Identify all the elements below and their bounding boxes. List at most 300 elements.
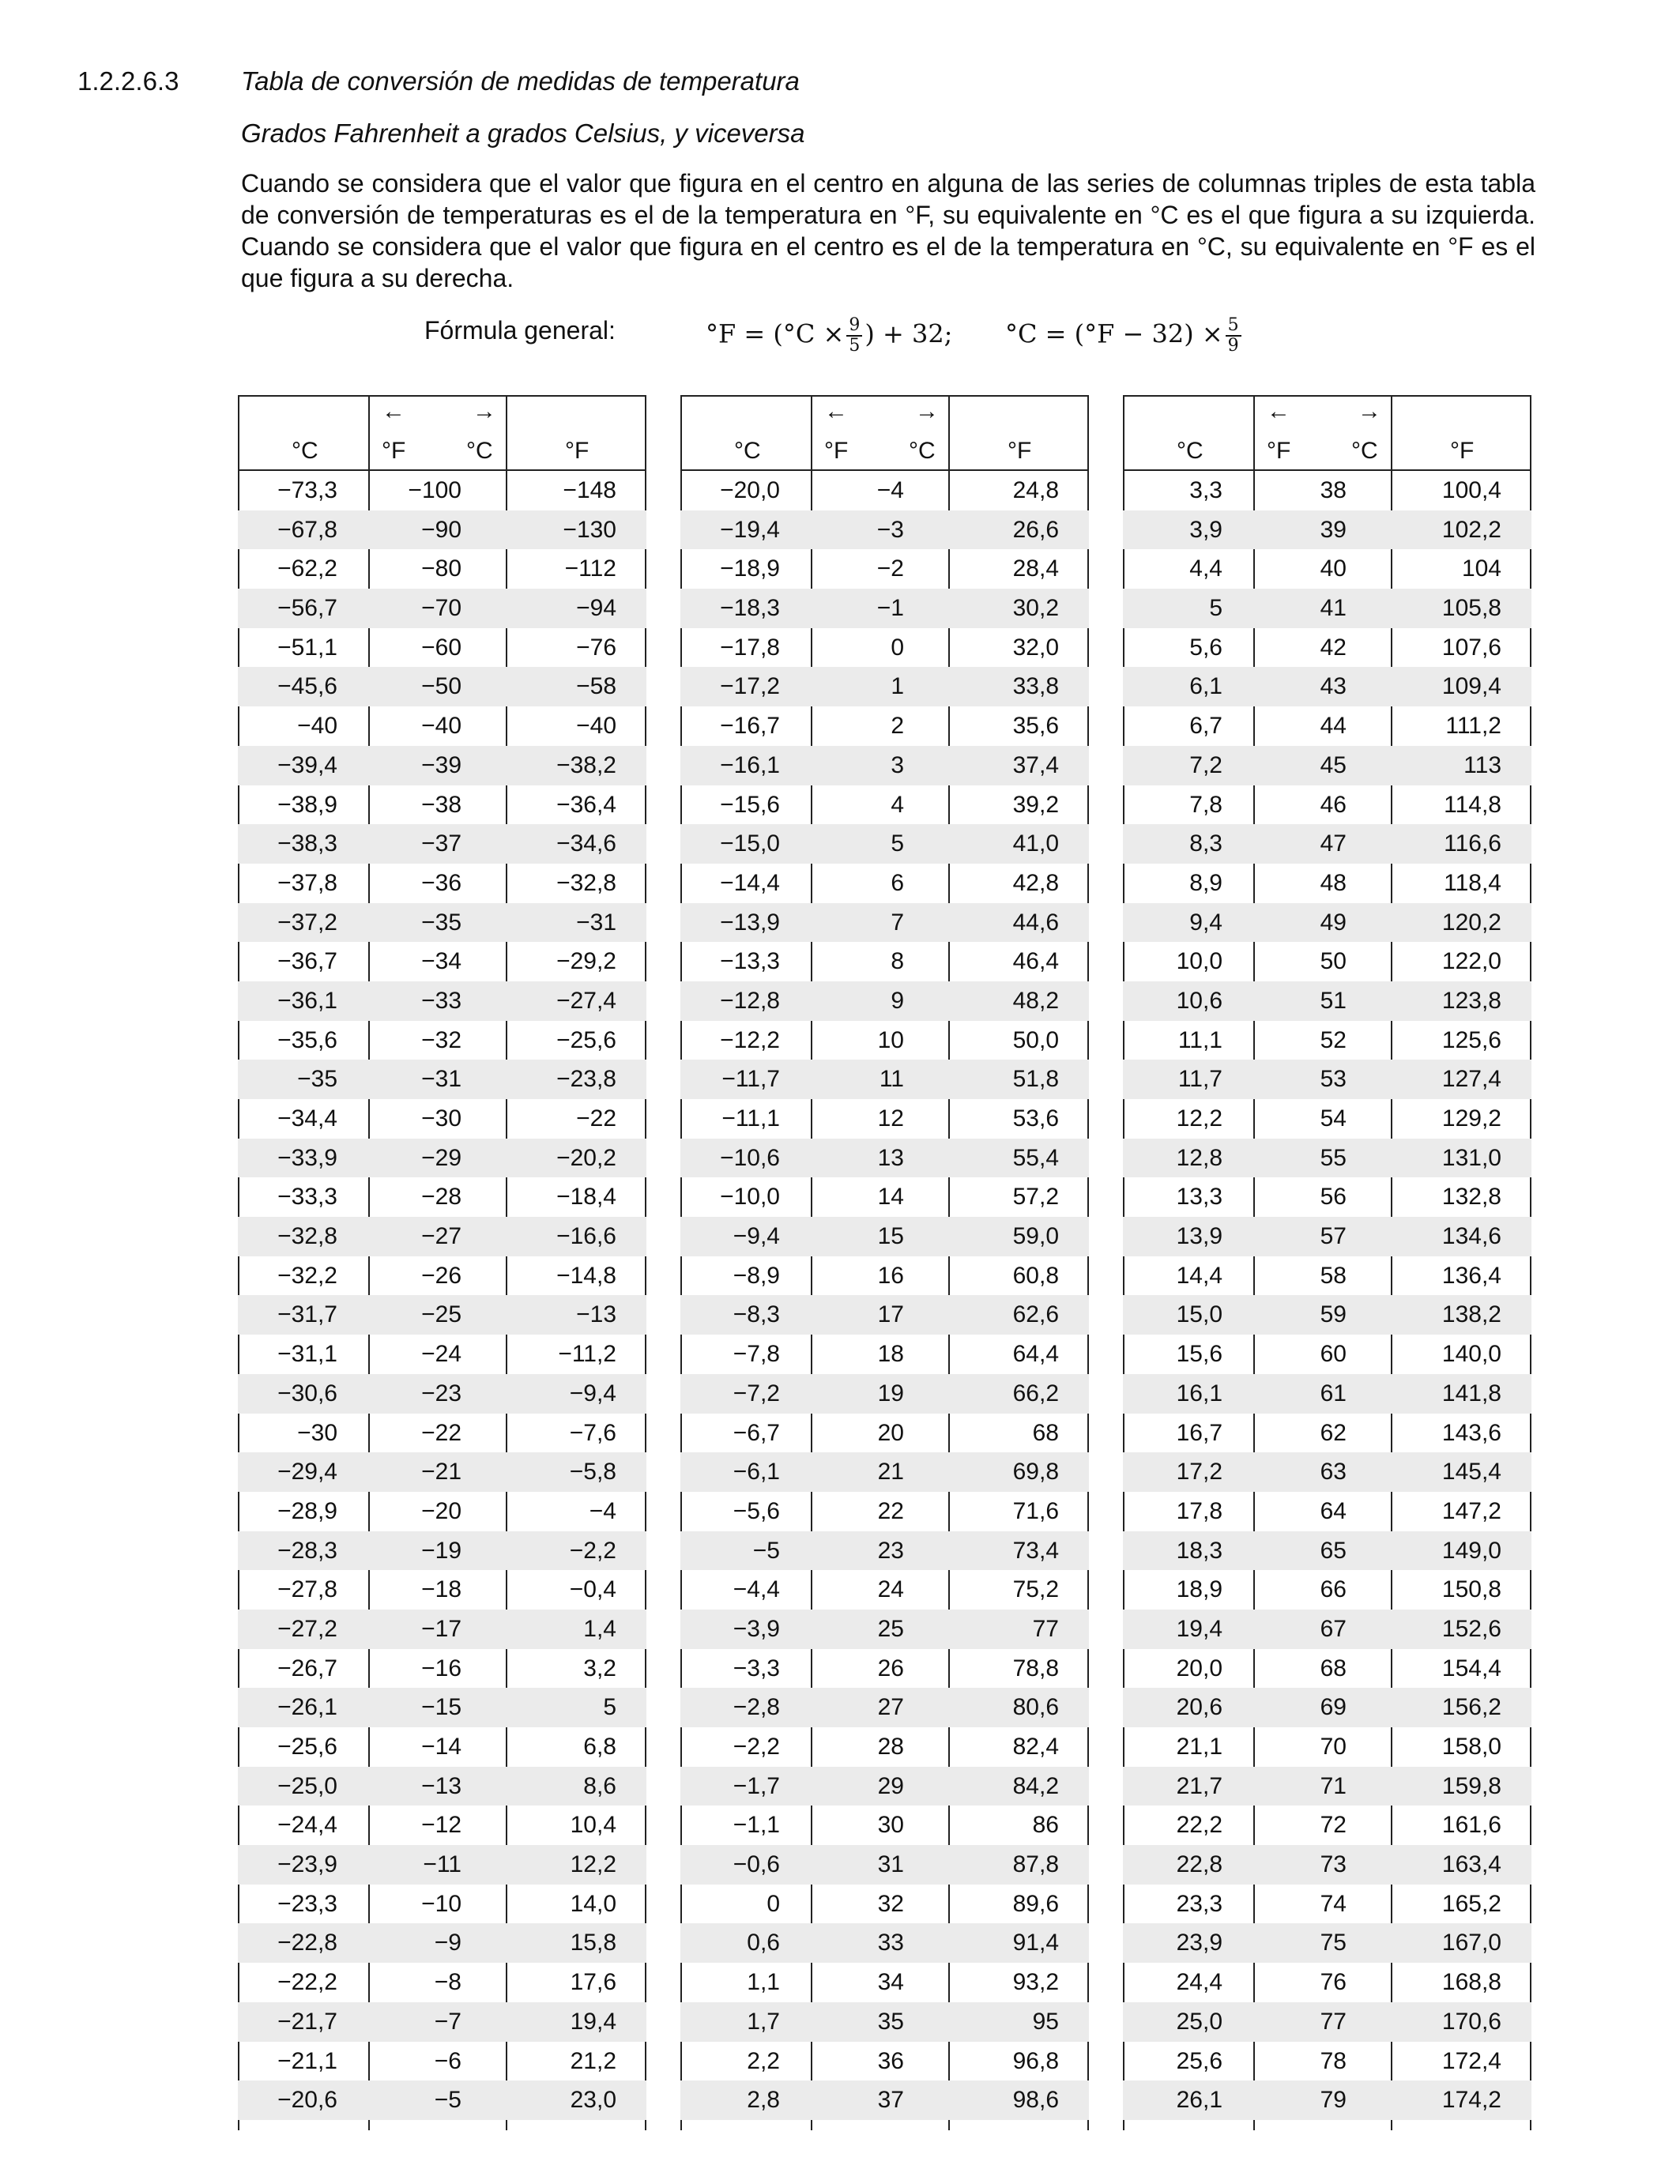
table-row [238, 1649, 646, 1689]
cell-celsius: −34,4 [277, 1105, 337, 1132]
cell-center: 19 [877, 1380, 904, 1406]
table-row [1123, 589, 1531, 628]
cell-fahrenheit: 86 [1032, 1812, 1059, 1839]
cell-center: 75 [1320, 1930, 1347, 1956]
table-row [1123, 1806, 1531, 1845]
cell-fahrenheit: −7,6 [569, 1419, 616, 1446]
table-row [1123, 1570, 1531, 1610]
cell-center: 42 [1320, 634, 1347, 661]
cell-fahrenheit: 122,0 [1441, 948, 1501, 975]
table-row [680, 1177, 1089, 1217]
cell-celsius: 10,6 [1176, 987, 1222, 1014]
cell-center: −20 [421, 1497, 461, 1524]
cell-fahrenheit: 66,2 [1012, 1380, 1059, 1406]
cell-fahrenheit: 136,4 [1441, 1262, 1501, 1289]
cell-celsius: 16,7 [1176, 1419, 1222, 1446]
table-row [680, 785, 1089, 825]
cell-center: 24 [877, 1576, 904, 1603]
cell-celsius: −16,7 [720, 713, 780, 740]
table-row [680, 1099, 1089, 1139]
cell-center: 15 [877, 1223, 904, 1250]
cell-center: 56 [1320, 1184, 1347, 1211]
table-row [680, 1649, 1089, 1689]
cell-center: −18 [421, 1576, 461, 1603]
cell-fahrenheit: 132,8 [1441, 1184, 1501, 1211]
cell-fahrenheit: 53,6 [1012, 1105, 1059, 1132]
cell-celsius: −38,3 [277, 830, 337, 857]
cell-fahrenheit: 150,8 [1441, 1576, 1501, 1603]
cell-celsius: −15,0 [720, 830, 780, 857]
cell-center: −6 [434, 2047, 461, 2074]
cell-center: 5 [891, 830, 904, 857]
table-row [680, 471, 1089, 510]
cell-celsius: 17,8 [1176, 1497, 1222, 1524]
table-row [1123, 1295, 1531, 1335]
cell-celsius: −62,2 [277, 555, 337, 582]
cell-fahrenheit: 39,2 [1012, 791, 1059, 818]
header-celsius: °C [292, 438, 318, 464]
cell-fahrenheit: 116,6 [1444, 830, 1501, 857]
cell-center: −32 [421, 1026, 461, 1053]
cell-fahrenheit: −23,8 [556, 1066, 616, 1093]
cell-celsius: 19,4 [1176, 1615, 1222, 1642]
cell-fahrenheit: 10,4 [570, 1812, 616, 1839]
cell-center: 27 [877, 1694, 904, 1721]
cell-fahrenheit: −148 [563, 477, 616, 503]
cell-celsius: −45,6 [277, 673, 337, 700]
cell-fahrenheit: −22 [576, 1105, 616, 1132]
cell-celsius: −12,2 [720, 1026, 780, 1053]
table-row [1123, 1531, 1531, 1571]
table-row [680, 2042, 1089, 2081]
table-row [1123, 942, 1531, 981]
formula-f-lhs: °F = (°C × [706, 318, 845, 349]
cell-center: 74 [1320, 1890, 1347, 1917]
table-row [238, 1099, 646, 1139]
table-row [238, 1570, 646, 1610]
cell-celsius: −26,7 [277, 1655, 337, 1681]
table-row [238, 1531, 646, 1571]
cell-fahrenheit: 123,8 [1441, 987, 1501, 1014]
cell-center: 35 [877, 2008, 904, 2035]
cell-center: 66 [1320, 1576, 1347, 1603]
table-row [1123, 1060, 1531, 1099]
table-row [238, 1963, 646, 2002]
table-row [1123, 785, 1531, 825]
cell-celsius: 7,2 [1189, 751, 1222, 778]
header-fahrenheit: °F [1008, 438, 1032, 464]
arrow-left-icon: ← [824, 398, 848, 424]
cell-fahrenheit: 120,2 [1441, 909, 1501, 936]
cell-celsius: 12,2 [1176, 1105, 1222, 1132]
cell-fahrenheit: 147,2 [1441, 1497, 1501, 1524]
table-row [680, 706, 1089, 746]
cell-center: 40 [1320, 555, 1347, 582]
table-row [238, 824, 646, 864]
cell-center: −34 [421, 948, 461, 975]
table-row [1123, 981, 1531, 1021]
cell-center: 73 [1320, 1851, 1347, 1878]
table-body [680, 471, 1089, 2120]
table-row [1123, 628, 1531, 668]
cell-fahrenheit: 68 [1032, 1419, 1059, 1446]
cell-fahrenheit: 149,0 [1441, 1537, 1501, 1564]
table-row [680, 1060, 1089, 1099]
cell-celsius: 20,6 [1176, 1694, 1222, 1721]
cell-fahrenheit: −11,2 [558, 1341, 616, 1368]
table-row [1123, 1649, 1531, 1689]
cell-center: −90 [421, 516, 461, 543]
cell-celsius: −8,3 [733, 1301, 780, 1328]
table-row [1123, 1374, 1531, 1414]
cell-celsius: −1,1 [733, 1812, 780, 1839]
cell-center: −12 [421, 1812, 461, 1839]
cell-celsius: −23,9 [277, 1851, 337, 1878]
table-row [680, 1139, 1089, 1178]
cell-center: 37 [877, 2087, 904, 2114]
cell-celsius: −36,1 [277, 987, 337, 1014]
cell-center: 68 [1320, 1655, 1347, 1681]
cell-center: −2 [876, 555, 904, 582]
cell-center: 4 [891, 791, 904, 818]
table-row [238, 1452, 646, 1492]
cell-center: −15 [421, 1694, 461, 1721]
cell-celsius: −15,6 [720, 791, 780, 818]
table-row [680, 1414, 1089, 1453]
conversion-table-1 [238, 395, 646, 2130]
cell-celsius: 5,6 [1189, 634, 1222, 661]
arrow-right-icon: → [915, 398, 939, 424]
cell-center: 18 [877, 1341, 904, 1368]
table-row [238, 1414, 646, 1453]
cell-fahrenheit: 100,4 [1441, 477, 1501, 503]
cell-celsius: −24,4 [277, 1812, 337, 1839]
table-row [680, 667, 1089, 706]
cell-center: −8 [434, 1969, 461, 1996]
cell-center: 21 [877, 1459, 904, 1485]
cell-fahrenheit: −31 [576, 909, 616, 936]
cell-fahrenheit: 159,8 [1441, 1772, 1501, 1799]
cell-celsius: 21,7 [1176, 1772, 1222, 1799]
cell-fahrenheit: 96,8 [1012, 2047, 1059, 2074]
table-row [680, 1374, 1089, 1414]
table-row [680, 1021, 1089, 1060]
cell-celsius: −51,1 [277, 634, 337, 661]
cell-center: 0 [891, 634, 904, 661]
table-row [1123, 1845, 1531, 1885]
table-row [1123, 549, 1531, 589]
cell-center: 32 [877, 1890, 904, 1917]
cell-fahrenheit: 163,4 [1441, 1851, 1501, 1878]
cell-fahrenheit: 143,6 [1441, 1419, 1501, 1446]
cell-celsius: −10,6 [720, 1144, 780, 1171]
cell-celsius: 26,1 [1176, 2087, 1222, 2114]
table-row [238, 1806, 646, 1845]
cell-center: 45 [1320, 751, 1347, 778]
table-row [238, 2080, 646, 2120]
cell-fahrenheit: 158,0 [1441, 1734, 1501, 1760]
table-row [1123, 1139, 1531, 1178]
cell-center: 63 [1320, 1459, 1347, 1485]
cell-fahrenheit: −13 [576, 1301, 616, 1328]
cell-celsius: −7,2 [733, 1380, 780, 1406]
cell-center: 14 [877, 1184, 904, 1211]
formula-fahrenheit [706, 316, 952, 356]
cell-fahrenheit: −40 [576, 713, 616, 740]
table-row [680, 824, 1089, 864]
table-row [238, 785, 646, 825]
cell-celsius: −14,4 [720, 869, 780, 896]
cell-fahrenheit: 37,4 [1012, 751, 1059, 778]
cell-fahrenheit: 75,2 [1012, 1576, 1059, 1603]
cell-fahrenheit: −38,2 [556, 751, 616, 778]
cell-center: 77 [1320, 2008, 1347, 2035]
conversion-table-2 [680, 395, 1089, 2130]
cell-center: −25 [421, 1301, 461, 1328]
cell-celsius: −40 [297, 713, 337, 740]
cell-center: 23 [877, 1537, 904, 1564]
cell-fahrenheit: 114,8 [1444, 791, 1501, 818]
table-row [238, 1335, 646, 1374]
table-row [680, 1570, 1089, 1610]
cell-celsius: −32,8 [277, 1223, 337, 1250]
cell-fahrenheit: 161,6 [1441, 1812, 1501, 1839]
cell-center: 36 [877, 2047, 904, 2074]
cell-center: 3 [891, 751, 904, 778]
cell-fahrenheit: −14,8 [556, 1262, 616, 1289]
cell-fahrenheit: −29,2 [556, 948, 616, 975]
cell-center: −35 [421, 909, 461, 936]
cell-center: 65 [1320, 1537, 1347, 1564]
table-row [238, 706, 646, 746]
cell-fahrenheit: 172,4 [1441, 2047, 1501, 2074]
cell-center: 39 [1320, 516, 1347, 543]
section-subtitle: Grados Fahrenheit a grados Celsius, y viceversa [241, 119, 805, 148]
cell-fahrenheit: −58 [576, 673, 616, 700]
cell-celsius: −10,0 [720, 1184, 780, 1211]
table-row [238, 510, 646, 550]
cell-fahrenheit: 156,2 [1441, 1694, 1501, 1721]
table-row [1123, 903, 1531, 943]
table-row [1123, 746, 1531, 785]
table-row [1123, 1767, 1531, 1806]
cell-center: −29 [421, 1144, 461, 1171]
cell-center: −40 [421, 713, 461, 740]
cell-center: 11 [879, 1066, 904, 1093]
cell-celsius: 15,0 [1176, 1301, 1222, 1328]
table-row [1123, 706, 1531, 746]
cell-celsius: −28,3 [277, 1537, 337, 1564]
cell-center: 8 [891, 948, 904, 975]
table-row [238, 1923, 646, 1963]
table-row [680, 1767, 1089, 1806]
arrow-left-icon: ← [382, 398, 405, 424]
table-row [680, 1963, 1089, 2002]
cell-fahrenheit: 41,0 [1012, 830, 1059, 857]
cell-celsius: −11,7 [721, 1066, 780, 1093]
cell-fahrenheit: 129,2 [1441, 1105, 1501, 1132]
section-number: 1.2.2.6.3 [77, 66, 179, 96]
table-row [238, 864, 646, 903]
table-row [238, 1885, 646, 1924]
cell-celsius: 9,4 [1189, 909, 1222, 936]
table-row [680, 1492, 1089, 1531]
cell-celsius: 2,8 [747, 2087, 780, 2114]
table-row [680, 510, 1089, 550]
table-row [680, 1217, 1089, 1256]
cell-center: −38 [421, 791, 461, 818]
cell-celsius: 15,6 [1176, 1341, 1222, 1368]
cell-center: −33 [421, 987, 461, 1014]
cell-fahrenheit: −5,8 [569, 1459, 616, 1485]
cell-center: 44 [1320, 713, 1347, 740]
cell-celsius: −3,9 [733, 1615, 780, 1642]
cell-fahrenheit: 167,0 [1441, 1930, 1501, 1956]
cell-fahrenheit: 140,0 [1441, 1341, 1501, 1368]
cell-celsius: −22,8 [277, 1930, 337, 1956]
cell-celsius: −18,9 [720, 555, 780, 582]
cell-center: 62 [1320, 1419, 1347, 1446]
cell-celsius: −2,8 [733, 1694, 780, 1721]
cell-fahrenheit: 102,2 [1441, 516, 1501, 543]
cell-celsius: −33,9 [277, 1144, 337, 1171]
header-mid-fahrenheit: °F [824, 438, 849, 464]
cell-center: 31 [877, 1851, 904, 1878]
cell-center: 26 [877, 1655, 904, 1681]
cell-celsius: −36,7 [277, 948, 337, 975]
cell-celsius: −20,6 [277, 2087, 337, 2114]
cell-celsius: −67,8 [277, 516, 337, 543]
table-row [1123, 864, 1531, 903]
table-body [1123, 471, 1531, 2120]
cell-fahrenheit: 64,4 [1012, 1341, 1059, 1368]
cell-celsius: 18,3 [1176, 1537, 1222, 1564]
cell-fahrenheit: −2,2 [569, 1537, 616, 1564]
cell-celsius: 8,3 [1189, 830, 1222, 857]
cell-fahrenheit: 80,6 [1012, 1694, 1059, 1721]
cell-celsius: 2,2 [747, 2047, 780, 2074]
cell-fahrenheit: 35,6 [1012, 713, 1059, 740]
cell-fahrenheit: 26,6 [1012, 516, 1059, 543]
cell-celsius: −28,9 [277, 1497, 337, 1524]
cell-celsius: −6,1 [733, 1459, 780, 1485]
table-row [1123, 510, 1531, 550]
cell-celsius: 22,2 [1176, 1812, 1222, 1839]
cell-center: 78 [1320, 2047, 1347, 2074]
cell-center: 54 [1320, 1105, 1347, 1132]
cell-center: 12 [877, 1105, 904, 1132]
cell-fahrenheit: 168,8 [1441, 1969, 1501, 1996]
cell-celsius: −1,7 [733, 1772, 780, 1799]
table-row [238, 942, 646, 981]
cell-center: −17 [421, 1615, 461, 1642]
cell-celsius: −7,8 [733, 1341, 780, 1368]
table-row [680, 942, 1089, 981]
cell-fahrenheit: 109,4 [1441, 673, 1501, 700]
formula-label: Fórmula general: [424, 316, 616, 345]
cell-center: 34 [877, 1969, 904, 1996]
formula-f-rhs: ) + 32; [864, 318, 953, 349]
cell-celsius: −16,1 [720, 751, 780, 778]
table-row [1123, 1099, 1531, 1139]
cell-celsius: −35 [297, 1066, 337, 1093]
table-row [680, 1531, 1089, 1571]
cell-celsius: −33,3 [277, 1184, 337, 1211]
cell-center: 60 [1320, 1341, 1347, 1368]
cell-fahrenheit: 46,4 [1012, 948, 1059, 975]
table-row [680, 864, 1089, 903]
table-row [1123, 1256, 1531, 1296]
table-row [238, 1845, 646, 1885]
table-row [238, 1610, 646, 1649]
table-row [238, 667, 646, 706]
cell-fahrenheit: 12,2 [570, 1851, 616, 1878]
cell-celsius: 0,6 [747, 1930, 780, 1956]
cell-center: −22 [421, 1419, 461, 1446]
formula-c-lhs: °C = (°F − 32) × [1005, 318, 1223, 349]
table-row [238, 471, 646, 510]
cell-fahrenheit: 28,4 [1012, 555, 1059, 582]
header-mid-celsius: °C [909, 438, 936, 464]
cell-fahrenheit: 71,6 [1012, 1497, 1059, 1524]
table-row [238, 628, 646, 668]
header-celsius: °C [734, 438, 761, 464]
cell-center: 58 [1320, 1262, 1347, 1289]
cell-celsius: −35,6 [277, 1026, 337, 1053]
cell-center: −36 [421, 869, 461, 896]
table-row [680, 628, 1089, 668]
table-row [1123, 471, 1531, 510]
cell-celsius: −19,4 [720, 516, 780, 543]
cell-center: 7 [891, 909, 904, 936]
table-row [1123, 1492, 1531, 1531]
cell-celsius: −5,6 [733, 1497, 780, 1524]
table-row [1123, 1923, 1531, 1963]
cell-celsius: −25,6 [277, 1734, 337, 1760]
table-row [238, 1139, 646, 1178]
cell-center: −4 [876, 477, 904, 503]
cell-fahrenheit: 104 [1461, 555, 1501, 582]
table-row [238, 1688, 646, 1727]
cell-center: 20 [877, 1419, 904, 1446]
table-row [680, 549, 1089, 589]
cell-celsius: 7,8 [1189, 791, 1222, 818]
cell-celsius: −23,3 [277, 1890, 337, 1917]
cell-center: −21 [421, 1459, 461, 1485]
cell-fahrenheit: 170,6 [1441, 2008, 1501, 2035]
cell-celsius: 18,9 [1176, 1576, 1222, 1603]
table-row [1123, 2002, 1531, 2042]
cell-center: −11 [423, 1851, 461, 1878]
cell-fahrenheit: 32,0 [1012, 634, 1059, 661]
cell-celsius: 21,1 [1176, 1734, 1222, 1760]
table-row [1123, 1688, 1531, 1727]
cell-fahrenheit: 145,4 [1441, 1459, 1501, 1485]
cell-center: 51 [1320, 987, 1347, 1014]
header-celsius: °C [1177, 438, 1203, 464]
cell-celsius: −17,2 [720, 673, 780, 700]
cell-fahrenheit: 1,4 [583, 1615, 616, 1642]
cell-fahrenheit: 91,4 [1012, 1930, 1059, 1956]
table-row [1123, 1727, 1531, 1767]
cell-celsius: −12,8 [720, 987, 780, 1014]
cell-celsius: −27,2 [277, 1615, 337, 1642]
fraction-numerator: 5 [1226, 316, 1241, 337]
table-row [680, 1885, 1089, 1924]
cell-fahrenheit: 21,2 [570, 2047, 616, 2074]
cell-celsius: −3,3 [733, 1655, 780, 1681]
cell-fahrenheit: 73,4 [1012, 1537, 1059, 1564]
